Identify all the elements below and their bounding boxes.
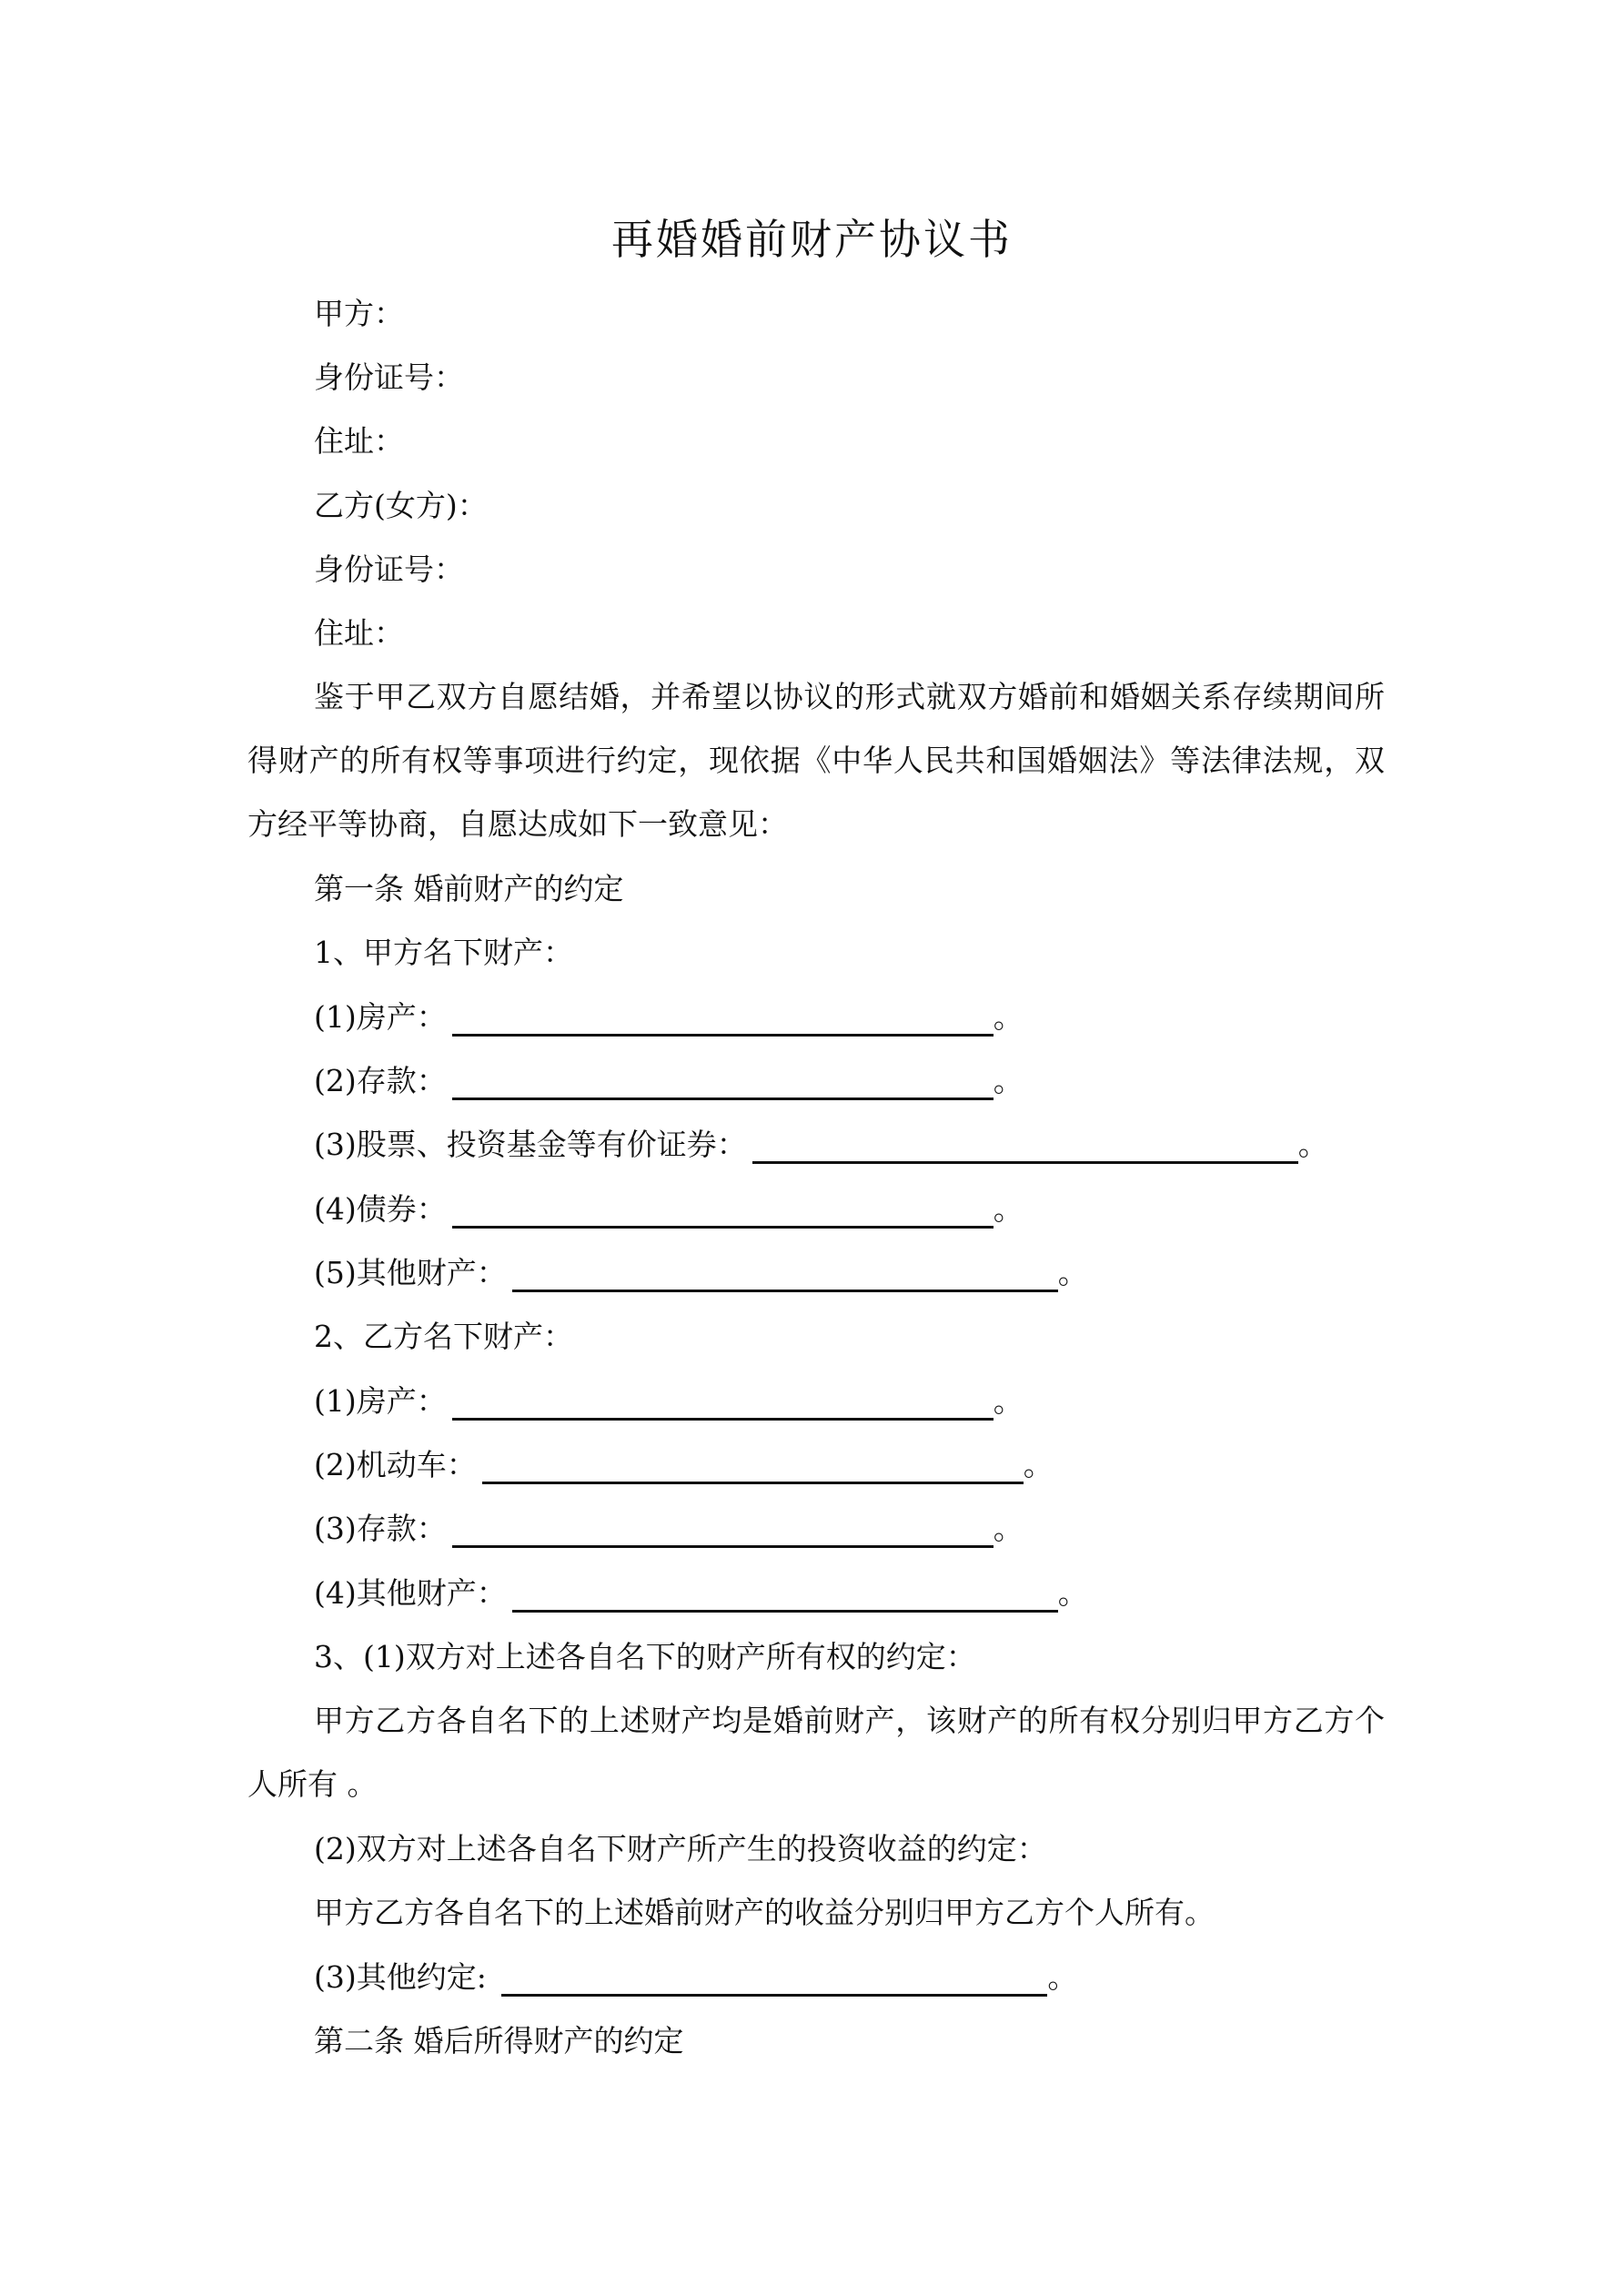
article1-heading: 第一条 婚前财产的约定 xyxy=(314,871,624,906)
end-mark: 。 xyxy=(1057,1575,1088,1611)
item-label: (5)其他财产： xyxy=(314,1255,507,1290)
item-label: (1)房产： xyxy=(314,999,447,1035)
item-label: (3)存款： xyxy=(314,1511,447,1546)
item-label: (2)存款： xyxy=(314,1063,447,1098)
income-heading: (2)双方对上述各自名下财产所产生的投资收益的约定： xyxy=(314,1831,1047,1866)
end-mark: 。 xyxy=(993,1511,1024,1546)
end-mark: 。 xyxy=(1047,1959,1078,1995)
party-b-item-house xyxy=(314,1370,1024,1433)
party-b-id-label: 身份证号： xyxy=(314,551,464,587)
item-label: (4)其他财产： xyxy=(314,1575,507,1611)
fill-in-blank-line[interactable] xyxy=(452,1381,994,1421)
end-mark: 。 xyxy=(1057,1255,1088,1290)
item-label: (4)债券： xyxy=(314,1191,447,1227)
party-b-item-deposit xyxy=(314,1497,1024,1561)
end-mark: 。 xyxy=(1023,1447,1054,1482)
party-a-address-label: 住址： xyxy=(314,423,404,459)
item-label: (3)其他约定: xyxy=(314,1959,497,1995)
fill-in-blank-line[interactable] xyxy=(452,1189,994,1229)
end-mark: 。 xyxy=(1297,1127,1328,1162)
party-b-item-vehicle xyxy=(314,1433,1054,1497)
fill-in-blank-line[interactable] xyxy=(512,1573,1058,1613)
party-a-item-other xyxy=(314,1241,1088,1305)
income-text: 甲方乙方各自名下的上述婚前财产的收益分别归甲方乙方个人所有。 xyxy=(314,1895,1215,1930)
party-a-item-securities xyxy=(314,1113,1328,1177)
party-a-item-house xyxy=(314,986,1024,1049)
party-a-assets-heading: 1、甲方名下财产： xyxy=(314,935,573,970)
fill-in-blank-line[interactable] xyxy=(452,1509,994,1548)
party-b-label: 乙方(女方)： xyxy=(314,488,488,523)
party-a-id-label: 身份证号： xyxy=(314,359,464,395)
item-label: (2)机动车： xyxy=(314,1447,477,1482)
fill-in-blank-line[interactable] xyxy=(501,1957,1047,1997)
fill-in-blank-line[interactable] xyxy=(452,997,994,1037)
party-b-item-other xyxy=(314,1562,1088,1625)
party-a-label: 甲方： xyxy=(314,296,404,331)
ownership-paragraph: 甲方乙方各自名下的上述财产均是婚前财产，该财产的所有权分别归甲方乙方个人所有 。 xyxy=(247,1703,1385,1802)
party-b-address-label: 住址： xyxy=(314,615,404,651)
other-agreement xyxy=(314,1946,1077,2009)
end-mark: 。 xyxy=(993,1383,1024,1419)
end-mark: 。 xyxy=(993,1191,1024,1227)
preamble-paragraph: 鉴于甲乙双方自愿结婚，并希望以协议的形式就双方婚前和婚姻关系存续期间所得财产的所有权等事项进行约定，现依据《中华人民共和国婚姻法》等法律法规，双方经平等协商，自愿达成如下一致意见： xyxy=(247,679,1385,842)
party-b-assets-heading: 2、乙方名下财产： xyxy=(314,1319,573,1354)
party-a-item-deposit xyxy=(314,1049,1024,1113)
fill-in-blank-line[interactable] xyxy=(482,1445,1024,1484)
fill-in-blank-line[interactable] xyxy=(512,1253,1058,1292)
party-a-item-bonds xyxy=(314,1178,1024,1241)
end-mark: 。 xyxy=(993,1063,1024,1098)
ownership-heading: 3、(1)双方对上述各自名下的财产所有权的约定： xyxy=(314,1639,976,1674)
item-label: (1)房产： xyxy=(314,1383,447,1419)
article2-heading: 第二条 婚后所得财产的约定 xyxy=(314,2023,684,2058)
fill-in-blank-line[interactable] xyxy=(452,1061,994,1100)
fill-in-blank-line[interactable] xyxy=(752,1125,1298,1164)
item-label: (3)股票、投资基金等有价证券： xyxy=(314,1127,747,1162)
end-mark: 。 xyxy=(993,999,1024,1035)
document-title: 再婚婚前财产协议书 xyxy=(611,215,1013,264)
